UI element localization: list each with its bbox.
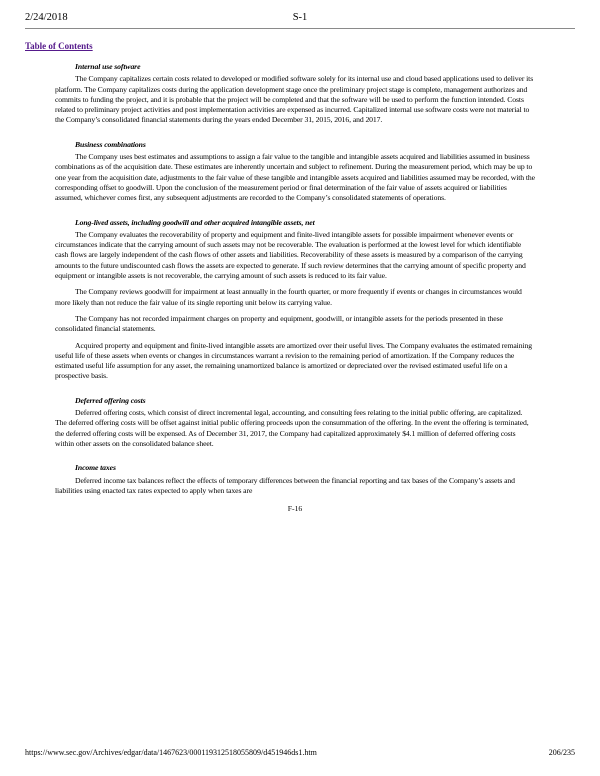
paragraph: Deferred offering costs, which consist of direct incremental legal, accounting, and consulting fees relating to the initial public offering, are capitalized. The deferred offering costs will be offset against initial public offering proceeds upon the consummation of the offering. In the event the offering is terminated, the deferred offering costs will be expensed. As of December 31, 2017, the Company had capitalized approximately $4.1 million of deferred offering costs within other assets on the consolidated balance sheet. [55, 408, 529, 448]
paragraph: The Company has not recorded impairment charges on property and equipment, goodwill, or intangible assets for the periods presented in these consolidated financial statements. [55, 313, 503, 334]
paragraph: The Company capitalizes certain costs related to developed or modified software solely for its internal use and cloud based applications used to deliver its platform. The Company capitalizes costs during the application development stage once the preliminary project stage is complete, management authorizes and commits to funding the project, and it is probable that the project will be completed and that the software will be used to perform the function intended. Costs related to preliminary project activities and post implementation activities are expensed as incurred. Capitalized internal use software costs were not material to the Company’s consolidated financial statements during the years ended December 31, 2015, 2016, and 2017. [55, 74, 534, 125]
document-content [55, 62, 535, 514]
section-heading: Long-lived assets, including goodwill and other acquired intangible assets, net [75, 217, 315, 227]
document-section [55, 396, 535, 449]
page-indicator: 206/235 [548, 748, 575, 757]
document-section [55, 463, 535, 496]
source-url: https://www.sec.gov/Archives/edgar/data/1467623/000119312518055809/d451946ds1.htm [25, 748, 317, 757]
table-of-contents-link[interactable]: Table of Contents [25, 41, 93, 51]
document-section [55, 140, 535, 204]
sections-container [55, 62, 535, 496]
print-date: 2/24/2018 [25, 12, 68, 23]
paragraph: The Company evaluates the recoverability of property and equipment and finite-lived intangible assets for possible impairment whenever events or circumstances indicate that the carrying amount of such assets may not be recoverable. The evaluation is performed at the lowest level for which identifiable cash flows are largely independent of the cash flows of other assets and liabilities. Recoverability of these assets is measured by a comparison of the carrying amounts to the future undiscounted cash flows the assets are expected to generate. If such review determines that the carrying amount of specific property and equipment or intangible assets is not recoverable, the carrying amount of such assets is reduced to its fair value. [55, 229, 526, 281]
print-header [25, 12, 575, 26]
document-section [55, 62, 535, 126]
paragraph: Acquired property and equipment and finite-lived intangible assets are amortized over their useful lives. The Company evaluates the estimated remaining useful life of these assets when events or changes in circumstances warrant a revision to the remaining period of amortization. If the Company reduces the estimated useful life assumption for any asset, the remaining unamortized balance is amortized or depreciated over the revised estimated useful life on a prospective basis. [55, 340, 532, 381]
paragraph: The Company uses best estimates and assumptions to assign a fair value to the tangible and intangible assets acquired and liabilities assumed in business combinations as of the acquisition date. These estimates are inherently uncertain and subject to refinement. During the measurement period, which may be up to one year from the acquisition date, adjustments to the fair value of these tangible and intangible assets acquired and liabilities assumed may be recorded, with the corresponding offset to goodwill. Upon the conclusion of the measurement period or final determination of the fair value of assets acquired or liabilities assumed, whichever comes first, any subsequent adjustments are recorded to the Company’s consolidated statements of operations. [55, 152, 535, 203]
header-rule [25, 28, 575, 29]
section-heading: Deferred offering costs [75, 395, 146, 405]
paragraph: The Company reviews goodwill for impairment at least annually in the fourth quarter, or more frequently if events or changes in circumstances would more likely than not reduce the fair value of its single reporting unit below its carrying value. [55, 287, 522, 307]
document-type-title: S-1 [292, 12, 308, 23]
section-heading: Income taxes [75, 463, 116, 473]
page-number: F-16 [287, 504, 303, 514]
section-heading: Internal use software [75, 62, 141, 71]
section-heading: Business combinations [75, 139, 146, 149]
paragraph: Deferred income tax balances reflect the effects of temporary differences between the financial reporting and tax bases of the Company’s assets and liabilities using enacted tax rates expected to apply when taxes are [55, 475, 515, 495]
document-section [55, 218, 535, 382]
print-footer [25, 748, 575, 757]
